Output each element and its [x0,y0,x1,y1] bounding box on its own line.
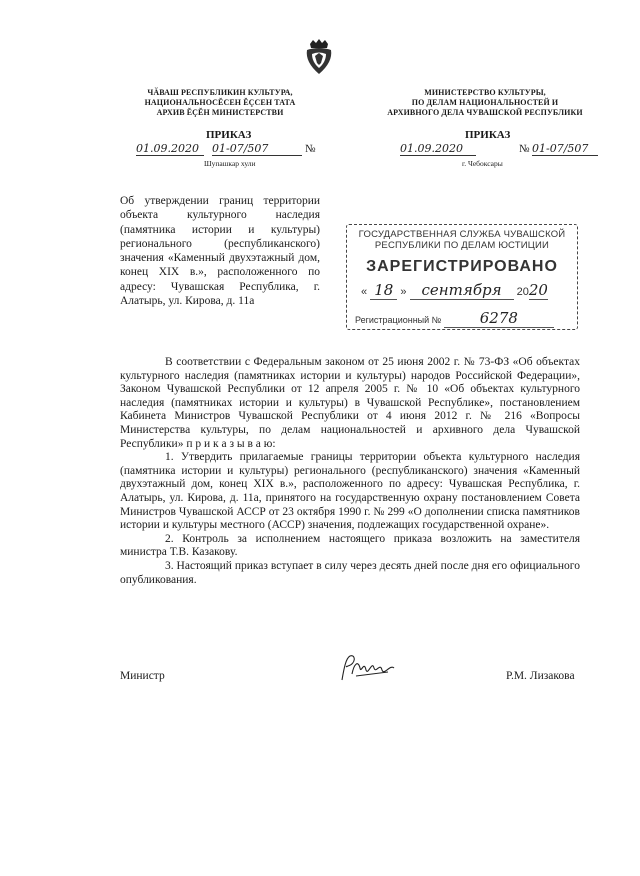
emblem-icon [302,38,336,78]
stamp-number-label: Регистрационный № [355,315,442,325]
stamp-date-quote-open: « [361,286,368,298]
header-left-line: НАЦИОНАЛЬНОСĔСЕН ĔÇСЕН ТАТА [144,98,296,107]
registration-stamp [346,224,578,330]
header-right-line: ПО ДЕЛАМ НАЦИОНАЛЬНОСТЕЙ И [411,98,559,107]
no-sign: № [305,143,316,155]
body-paragraph-1: В соответствии с Федеральным законом от 25 июня 2002 г. № 73-ФЗ «Об объектах культурного наследия (памятниках истории и культуры) народов Российской Федерации», Законом Чувашской Республики от 12 апреля 2005 г. № 10 «Об объектах культурного наследия (памятниках истории и культуры) в Чувашской Республике», постановлением Кабинета Министров Чувашской Республики от 4 июня 2012 г. № 216 «Вопросы Министерства культуры, по делам национальностей и архивного дела Чувашской Республики» п р и к а з ы в а ю: [120,356,580,450]
header-right-line: АРХИВНОГО ДЕЛА ЧУВАШСКОЙ РЕСПУБЛИКИ [387,108,583,117]
stamp-registered: ЗАРЕГИСТРИРОВАНО [366,258,558,275]
right-city: г. Чебоксары [462,159,503,168]
stamp-date-year-suffix: 20 [528,281,548,299]
header-left-line: ЧӐВАШ РЕСПУБЛИКИН КУЛЬТУРА, [147,88,293,97]
stamp-number [355,309,570,328]
right-number: 01-07/507 [532,142,598,156]
body-paragraph-4: 3. Настоящий приказ вступает в силу через десять дней после дня его официального опубликования. [120,559,580,586]
document-title: Об утверждении границ территории объекта культурного наследия (памятника истории и культуры) регионального (республиканского) значения «Каменный двухэтажный дом, конец XIX в.», расположенного по адресу: Чувашская Республика, г. Алатырь, ул. Кирова, д. 11а [120,195,320,308]
header-right-org [380,88,590,118]
stamp-header [347,229,577,251]
body-paragraph-2: 1. Утвердить прилагаемые границы территории объекта культурного наследия (памятника истории и культуры) регионального (республиканского) значения «Каменный двухэтажный дом, конец XIX в.», расположенного по адресу: Чувашская Республика, г. Алатырь, ул. Кирова, д. 11а, принятого на государственную охрану постановлением Совета Министров Чувашской АССР от 23 октября 1990 г. № 299 «О дополнении списка памятников истории и культуры местного (АССР) значения, подлежащих государственной охране». [120,451,580,532]
stamp-date [361,281,566,300]
stamp-number-value: 6278 [444,309,554,328]
body-paragraph-3: 2. Контроль за исполнением настоящего приказа возложить на заместителя министра Т.В. Казакову. [120,532,580,559]
handwritten-signature [338,650,400,684]
document-body [120,356,580,587]
signer-role: Министр [120,670,165,682]
left-date: 01.09.2020 [136,142,204,156]
no-sign-right: № [519,143,530,155]
stamp-date-quote-close: » [400,286,407,298]
stamp-date-month: сентября [410,281,514,300]
stamp-date-year-prefix: 20 [516,286,529,298]
signer-name: Р.М. Лизакова [506,670,575,682]
prikaz-left: ПРИКАЗ [206,129,252,141]
stamp-date-day: 18 [370,281,397,300]
left-city: Шупашкар хули [204,159,256,168]
header-left-line: АРХИВ ĔÇĔН МИНИСТЕРСТВИ [156,108,284,117]
stamp-line-1: ГОСУДАРСТВЕННАЯ СЛУЖБА ЧУВАШСКОЙ [358,229,566,240]
stamp-line-2: РЕСПУБЛИКИ ПО ДЕЛАМ ЮСТИЦИИ [374,240,550,251]
header-right-line: МИНИСТЕРСТВО КУЛЬТУРЫ, [424,88,546,97]
prikaz-right: ПРИКАЗ [465,129,511,141]
header-left-org [120,88,320,118]
left-number: 01-07/507 [212,142,302,156]
right-date: 01.09.2020 [400,142,476,156]
